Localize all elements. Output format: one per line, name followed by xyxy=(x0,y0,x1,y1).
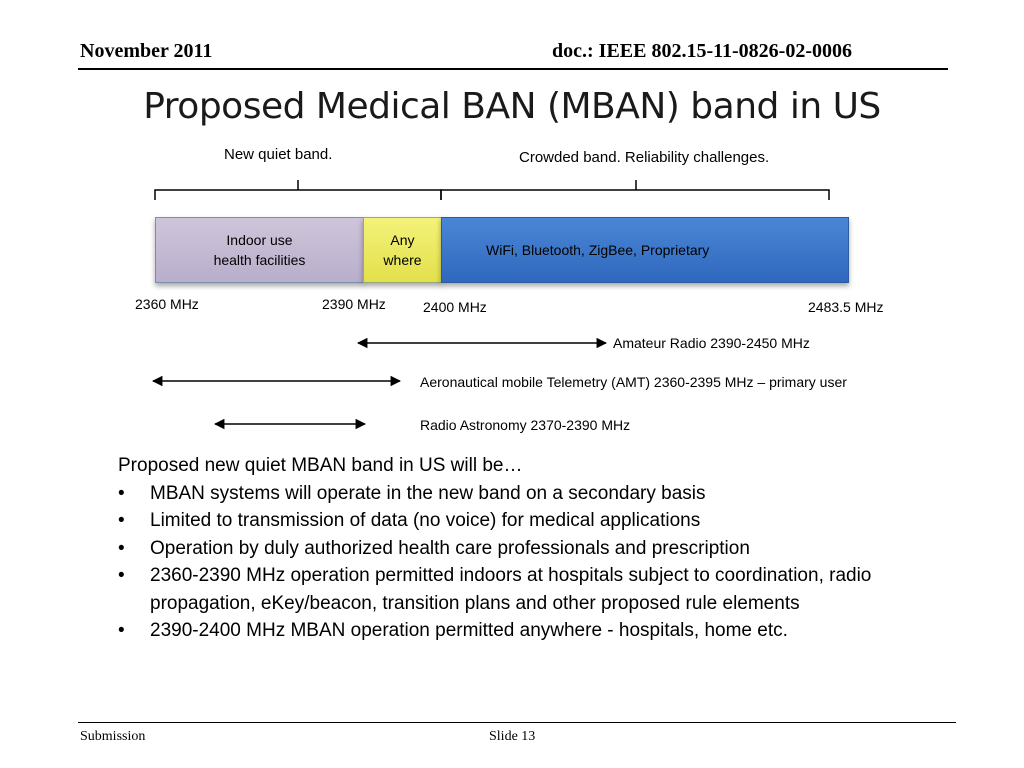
bullet-item: • MBAN systems will operate in the new band on a secondary basis xyxy=(118,480,938,508)
slide-number: Slide 13 xyxy=(489,729,536,744)
footer-submission: Submission xyxy=(80,729,146,744)
amt-label: Aeronautical mobile Telemetry (AMT) 2360-2395 MHz – primary user xyxy=(420,374,847,390)
indoor-use-label-line2: health facilities xyxy=(213,252,306,268)
wifi-label: WiFi, Bluetooth, ZigBee, Proprietary xyxy=(486,242,710,258)
header-date: November 2011 xyxy=(80,40,213,62)
radio-astronomy-label: Radio Astronomy 2370-2390 MHz xyxy=(420,417,631,433)
freq-label-2483: 2483.5 MHz xyxy=(808,299,884,315)
freq-label-2360: 2360 MHz xyxy=(135,296,199,312)
quiet-band-label: New quiet band. xyxy=(224,146,333,163)
body-intro: Proposed new quiet MBAN band in US will be… xyxy=(118,455,523,476)
header-doc-id: doc.: IEEE 802.15-11-0826-02-0006 xyxy=(552,40,852,62)
body-text xyxy=(118,452,938,645)
bullet-item: • Limited to transmission of data (no voice) for medical applications xyxy=(118,507,938,535)
anywhere-label-line2: where xyxy=(383,252,422,268)
amateur-radio-label: Amateur Radio 2390-2450 MHz xyxy=(613,335,810,351)
bullet-list xyxy=(118,480,938,645)
bullet-item: • Operation by duly authorized health care professionals and prescription xyxy=(118,535,938,563)
anywhere-label-line1: Any xyxy=(390,232,415,248)
indoor-use-label-line1: Indoor use xyxy=(226,232,293,248)
bullet-item: • 2390-2400 MHz MBAN operation permitted anywhere - hospitals, home etc. xyxy=(118,617,938,645)
freq-label-2390: 2390 MHz xyxy=(322,296,386,312)
bullet-item: • 2360-2390 MHz operation permitted indoors at hospitals subject to coordination, radio propagation, eKey/beacon, transition plans and other proposed rule elements xyxy=(118,562,938,617)
slide-title: Proposed Medical BAN (MBAN) band in US xyxy=(143,86,881,127)
indoor-use-segment xyxy=(155,217,364,283)
quiet-band-brace xyxy=(155,180,441,200)
freq-label-2400: 2400 MHz xyxy=(423,299,487,315)
wifi-segment xyxy=(441,217,849,283)
crowded-band-brace xyxy=(441,180,829,200)
footer-divider xyxy=(78,722,956,723)
crowded-band-label: Crowded band. Reliability challenges. xyxy=(519,149,770,166)
anywhere-segment xyxy=(363,217,442,283)
